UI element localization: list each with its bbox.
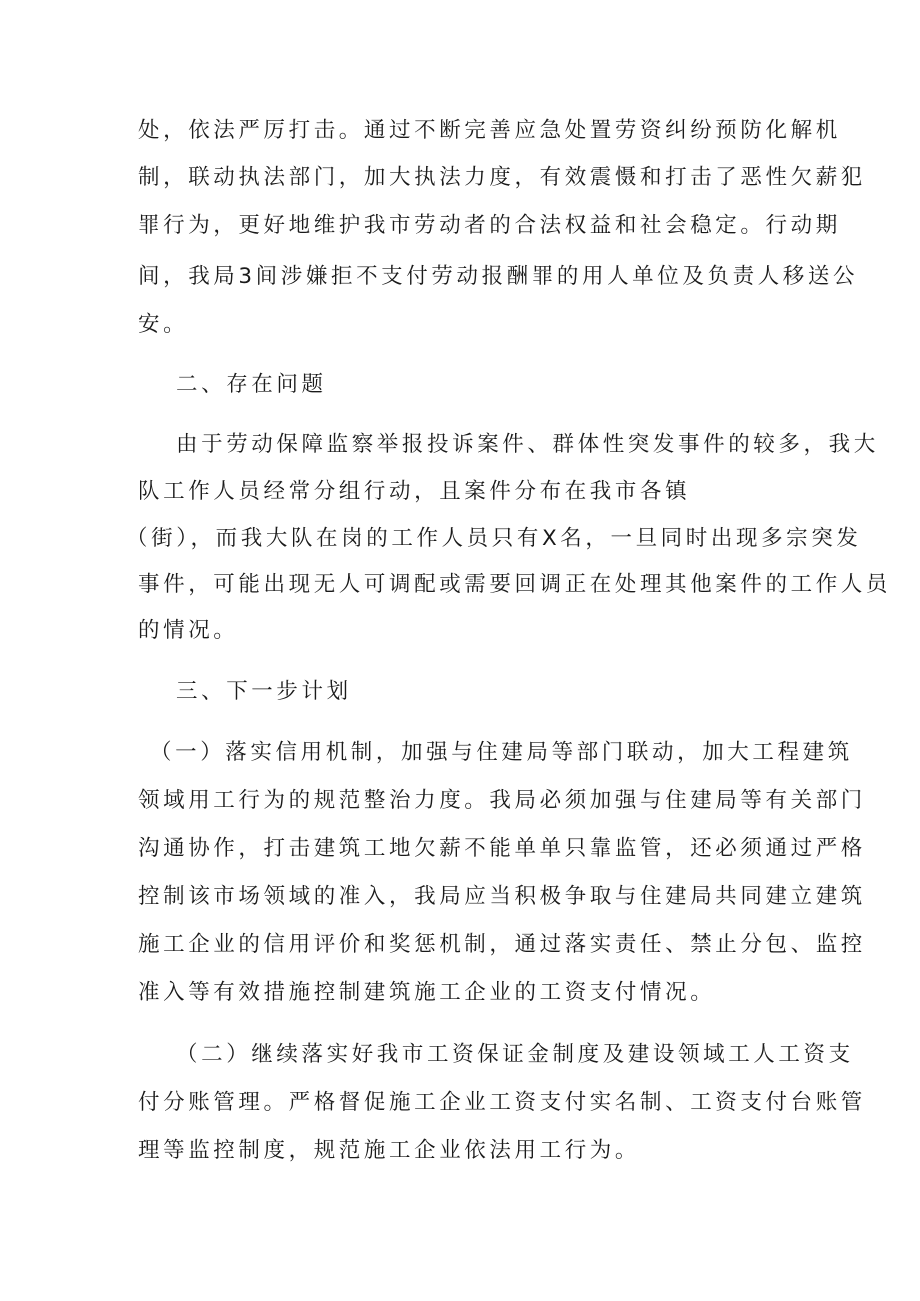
- paragraph-4-line-2: 付分账管理。严格督促施工企业工资支付实名制、工资支付台账管: [138, 1090, 866, 1115]
- paragraph-1-line-2: 制，联动执法部门，加大执法力度，有效震慑和打击了恶性欠薪犯: [138, 165, 866, 190]
- paragraph-3-line-5: 施工企业的信用评价和奖惩机制，通过落实责任、禁止分包、监控: [138, 932, 866, 957]
- section-heading-problems: 二、存在问题: [176, 372, 327, 397]
- paragraph-2-line-3: （街），而我大队在岗的工作人员只有X名，一旦同时出现多宗突发: [126, 526, 862, 551]
- paragraph-2-line-1: 由于劳动保障监察举报投诉案件、群体性突发事件的较多，我大: [176, 432, 879, 457]
- paragraph-1-line-4: 间，我局3间涉嫌拒不支付劳动报酬罪的用人单位及负责人移送公: [138, 264, 859, 289]
- paragraph-3-line-4: 控制该市场领域的准入，我局应当积极争取与住建局共同建立建筑: [138, 884, 866, 909]
- paragraph-3-line-6: 准入等有效措施控制建筑施工企业的工资支付情况。: [138, 980, 716, 1005]
- paragraph-2-line-5: 的情况。: [138, 618, 239, 643]
- paragraph-2-line-4: 事件，可能出现无人可调配或需要回调正在处理其他案件的工作人员: [138, 572, 892, 597]
- paragraph-3-line-3: 沟通协作，打击建筑工地欠薪不能单单只靠监管，还必须通过严格: [138, 836, 866, 861]
- paragraph-4-line-3: 理等监控制度，规范施工企业依法用工行为。: [138, 1138, 641, 1163]
- section-heading-next-plan: 三、下一步计划: [176, 679, 352, 704]
- paragraph-1-line-1: 处，依法严厉打击。通过不断完善应急处置劳资纠纷预防化解机: [138, 118, 841, 143]
- paragraph-2-line-2: 队工作人员经常分组行动，且案件分布在我市各镇: [138, 479, 691, 504]
- paragraph-3-line-2: 领域用工行为的规范整治力度。我局必须加强与住建局等有关部门: [138, 788, 866, 813]
- paragraph-4-line-1: （二）继续落实好我市工资保证金制度及建设领域工人工资支: [176, 1042, 854, 1067]
- paragraph-1-line-5: 安。: [138, 312, 189, 337]
- paragraph-1-line-3: 罪行为，更好地维护我市劳动者的合法权益和社会稳定。行动期: [138, 213, 841, 238]
- paragraph-3-line-1: （一）落实信用机制，加强与住建局等部门联动，加大工程建筑: [150, 740, 853, 765]
